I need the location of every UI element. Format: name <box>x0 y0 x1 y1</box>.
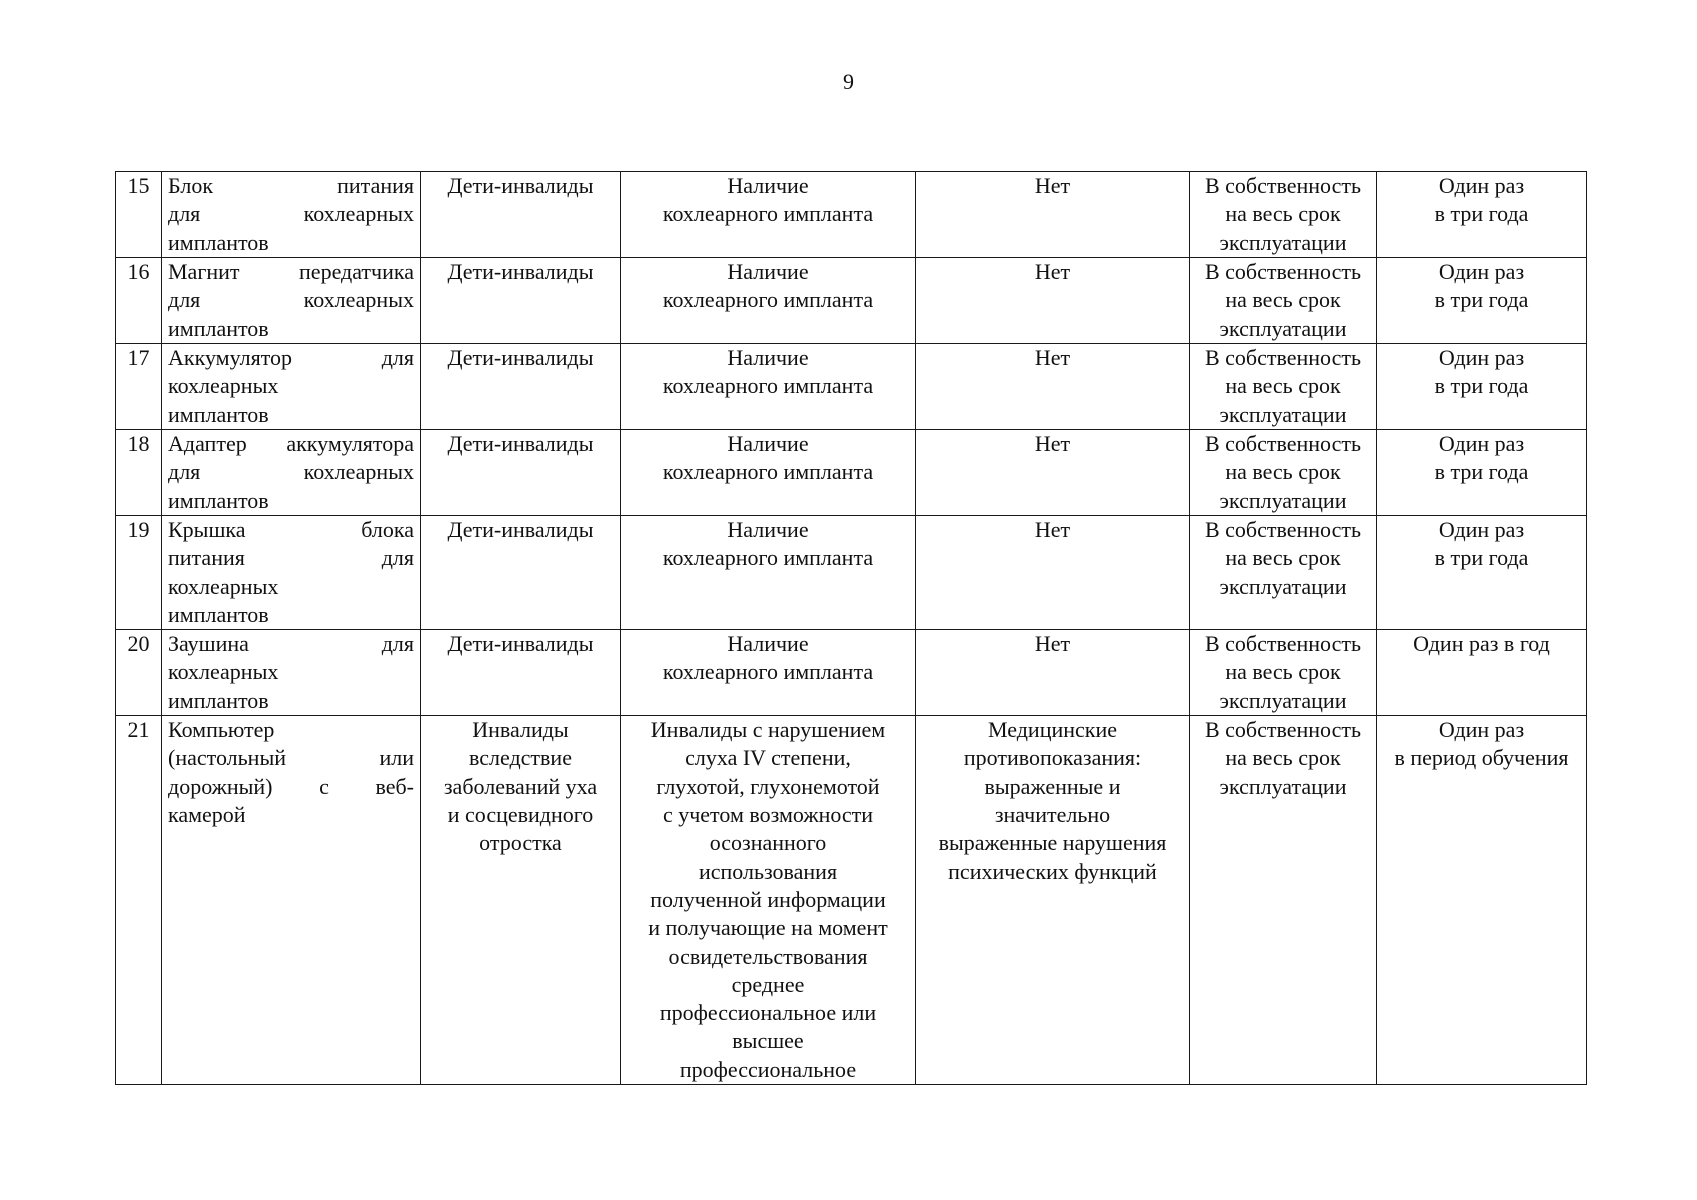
indications-cell-text: Наличие кохлеарного импланта <box>662 173 874 227</box>
provision-condition-cell-text: В собственность на весь срок эксплуатации <box>1204 345 1362 427</box>
item-name-line: камерой <box>168 802 246 828</box>
contraindications-cell-text: Нет <box>1034 631 1071 657</box>
row-number-cell-text: 18 <box>127 431 150 456</box>
item-name-line: Магнит передатчика <box>168 259 414 284</box>
item-name-cell <box>162 172 421 258</box>
table-row <box>116 716 1587 1085</box>
indications-cell <box>621 172 916 258</box>
indications-cell <box>621 630 916 716</box>
contraindications-cell <box>916 516 1190 630</box>
item-name-text <box>168 716 414 829</box>
row-number-cell-text: 21 <box>127 717 150 743</box>
indications-cell <box>621 258 916 344</box>
item-name-cell <box>162 430 421 516</box>
replacement-term-cell <box>1377 344 1587 430</box>
provision-condition-cell <box>1190 630 1377 716</box>
row-number-cell-text: 20 <box>127 631 150 657</box>
contraindications-cell <box>916 630 1190 716</box>
item-name-line: для кохлеарных <box>168 201 414 227</box>
category-cell <box>421 716 621 1085</box>
category-cell-text: Дети-инвалиды <box>447 431 594 456</box>
item-name-line: для кохлеарных <box>168 459 414 485</box>
item-name-line: Заушина для <box>168 631 414 657</box>
table-row <box>116 344 1587 430</box>
provision-condition-cell <box>1190 172 1377 258</box>
provision-table <box>115 171 1587 1085</box>
replacement-term-cell <box>1377 430 1587 516</box>
category-cell-text: Дети-инвалиды <box>447 631 594 657</box>
item-name-line: для кохлеарных <box>168 287 414 313</box>
item-name-text <box>168 430 414 515</box>
item-name-line: кохлеарных <box>168 573 279 599</box>
row-number-cell <box>116 716 162 1085</box>
provision-condition-cell-text: В собственность на весь срок эксплуатации <box>1204 717 1362 799</box>
item-name-line: кохлеарных <box>168 373 279 399</box>
row-number-cell <box>116 258 162 344</box>
provision-condition-cell-text: В собственность на весь срок эксплуатации <box>1204 631 1362 713</box>
replacement-term-cell <box>1377 172 1587 258</box>
contraindications-cell-text: Нет <box>1034 345 1071 370</box>
contraindications-cell <box>916 430 1190 516</box>
indications-cell-text: Наличие кохлеарного импланта <box>662 631 874 685</box>
item-name-line: Крышка блока <box>168 517 414 542</box>
category-cell <box>421 430 621 516</box>
category-cell-text: Инвалиды вследствие заболеваний уха и сосцевидного отростка <box>443 717 598 856</box>
item-name-line: дорожный) с веб- <box>168 773 414 799</box>
indications-cell <box>621 516 916 630</box>
item-name-line: Блок питания <box>168 173 414 198</box>
item-name-line: имплантов <box>168 687 269 713</box>
provision-condition-cell <box>1190 716 1377 1085</box>
table-row <box>116 630 1587 716</box>
contraindications-cell <box>916 258 1190 344</box>
item-name-line: кохлеарных <box>168 659 279 685</box>
category-cell <box>421 516 621 630</box>
row-number-cell-text: 19 <box>127 517 150 542</box>
item-name-line: питания для <box>168 545 414 571</box>
category-cell-text: Дети-инвалиды <box>447 173 594 198</box>
item-name-cell <box>162 258 421 344</box>
indications-cell-text: Наличие кохлеарного импланта <box>662 431 874 485</box>
provision-condition-cell <box>1190 344 1377 430</box>
item-name-line: имплантов <box>168 229 269 255</box>
page-number: 9 <box>843 69 854 94</box>
table-row <box>116 172 1587 258</box>
replacement-term-cell-text: Один раз в три года <box>1434 517 1529 571</box>
category-cell-text: Дети-инвалиды <box>447 345 594 370</box>
item-name-cell <box>162 516 421 630</box>
replacement-term-cell-text: Один раз в три года <box>1434 259 1529 313</box>
replacement-term-cell-text: Один раз в год <box>1413 631 1550 657</box>
replacement-term-cell-text: Один раз в три года <box>1434 345 1529 399</box>
indications-cell <box>621 344 916 430</box>
indications-cell <box>621 430 916 516</box>
item-name-text <box>168 344 414 429</box>
contraindications-cell-text: Медицинские противопоказания: выраженные и значительно выраженные нарушения психических функций <box>938 717 1167 884</box>
table-row <box>116 258 1587 344</box>
item-name-cell <box>162 344 421 430</box>
replacement-term-cell-text: Один раз в период обучения <box>1394 717 1569 771</box>
item-name-cell <box>162 630 421 716</box>
indications-cell-text: Наличие кохлеарного импланта <box>662 517 874 571</box>
row-number-cell <box>116 430 162 516</box>
provision-condition-cell <box>1190 258 1377 344</box>
provision-condition-cell <box>1190 430 1377 516</box>
contraindications-cell-text: Нет <box>1034 517 1071 542</box>
item-name-text <box>168 172 414 257</box>
item-name-line: Адаптер аккумулятора <box>168 431 414 456</box>
row-number-cell-text: 17 <box>127 345 150 370</box>
item-name-line: имплантов <box>168 315 269 341</box>
indications-cell-text: Наличие кохлеарного импланта <box>662 259 874 313</box>
item-name-line: Аккумулятор для <box>168 345 414 370</box>
contraindications-cell <box>916 344 1190 430</box>
item-name-text <box>168 630 414 715</box>
item-name-line: имплантов <box>168 487 269 513</box>
category-cell-text: Дети-инвалиды <box>447 517 594 542</box>
indications-cell-text: Наличие кохлеарного импланта <box>662 345 874 399</box>
indications-cell <box>621 716 916 1085</box>
provision-condition-cell-text: В собственность на весь срок эксплуатации <box>1204 431 1362 513</box>
item-name-text <box>168 258 414 343</box>
replacement-term-cell <box>1377 258 1587 344</box>
contraindications-cell-text: Нет <box>1034 173 1071 198</box>
provision-condition-cell-text: В собственность на весь срок эксплуатации <box>1204 517 1362 599</box>
table-body <box>116 172 1587 1085</box>
item-name-text <box>168 516 414 629</box>
provision-condition-cell-text: В собственность на весь срок эксплуатации <box>1204 173 1362 255</box>
item-name-line: имплантов <box>168 401 269 427</box>
replacement-term-cell <box>1377 516 1587 630</box>
replacement-term-cell-text: Один раз в три года <box>1434 173 1529 227</box>
contraindications-cell-text: Нет <box>1034 259 1071 284</box>
item-name-line: (настольный или <box>168 745 414 771</box>
contraindications-cell <box>916 172 1190 258</box>
row-number-cell <box>116 630 162 716</box>
table-row <box>116 430 1587 516</box>
item-name-cell <box>162 716 421 1085</box>
category-cell <box>421 258 621 344</box>
row-number-cell <box>116 516 162 630</box>
provision-condition-cell-text: В собственность на весь срок эксплуатации <box>1204 259 1362 341</box>
replacement-term-cell <box>1377 630 1587 716</box>
replacement-term-cell-text: Один раз в три года <box>1434 431 1529 485</box>
item-name-line: Компьютер <box>168 717 275 743</box>
provision-condition-cell <box>1190 516 1377 630</box>
category-cell <box>421 630 621 716</box>
row-number-cell <box>116 344 162 430</box>
contraindications-cell-text: Нет <box>1034 431 1071 456</box>
item-name-line: имплантов <box>168 601 269 627</box>
category-cell <box>421 344 621 430</box>
row-number-cell-text: 15 <box>127 173 150 198</box>
category-cell-text: Дети-инвалиды <box>447 259 594 284</box>
category-cell <box>421 172 621 258</box>
contraindications-cell <box>916 716 1190 1085</box>
row-number-cell-text: 16 <box>127 259 150 284</box>
indications-cell-text: Инвалиды с нарушением слуха IV степени, глухотой, глухонемотой с учетом возможности осознанного использования полученной информации и получающие на момент освидетельствования среднее профессиональное или высшее профессиональное <box>648 717 888 1082</box>
replacement-term-cell <box>1377 716 1587 1085</box>
row-number-cell <box>116 172 162 258</box>
table-row <box>116 516 1587 630</box>
